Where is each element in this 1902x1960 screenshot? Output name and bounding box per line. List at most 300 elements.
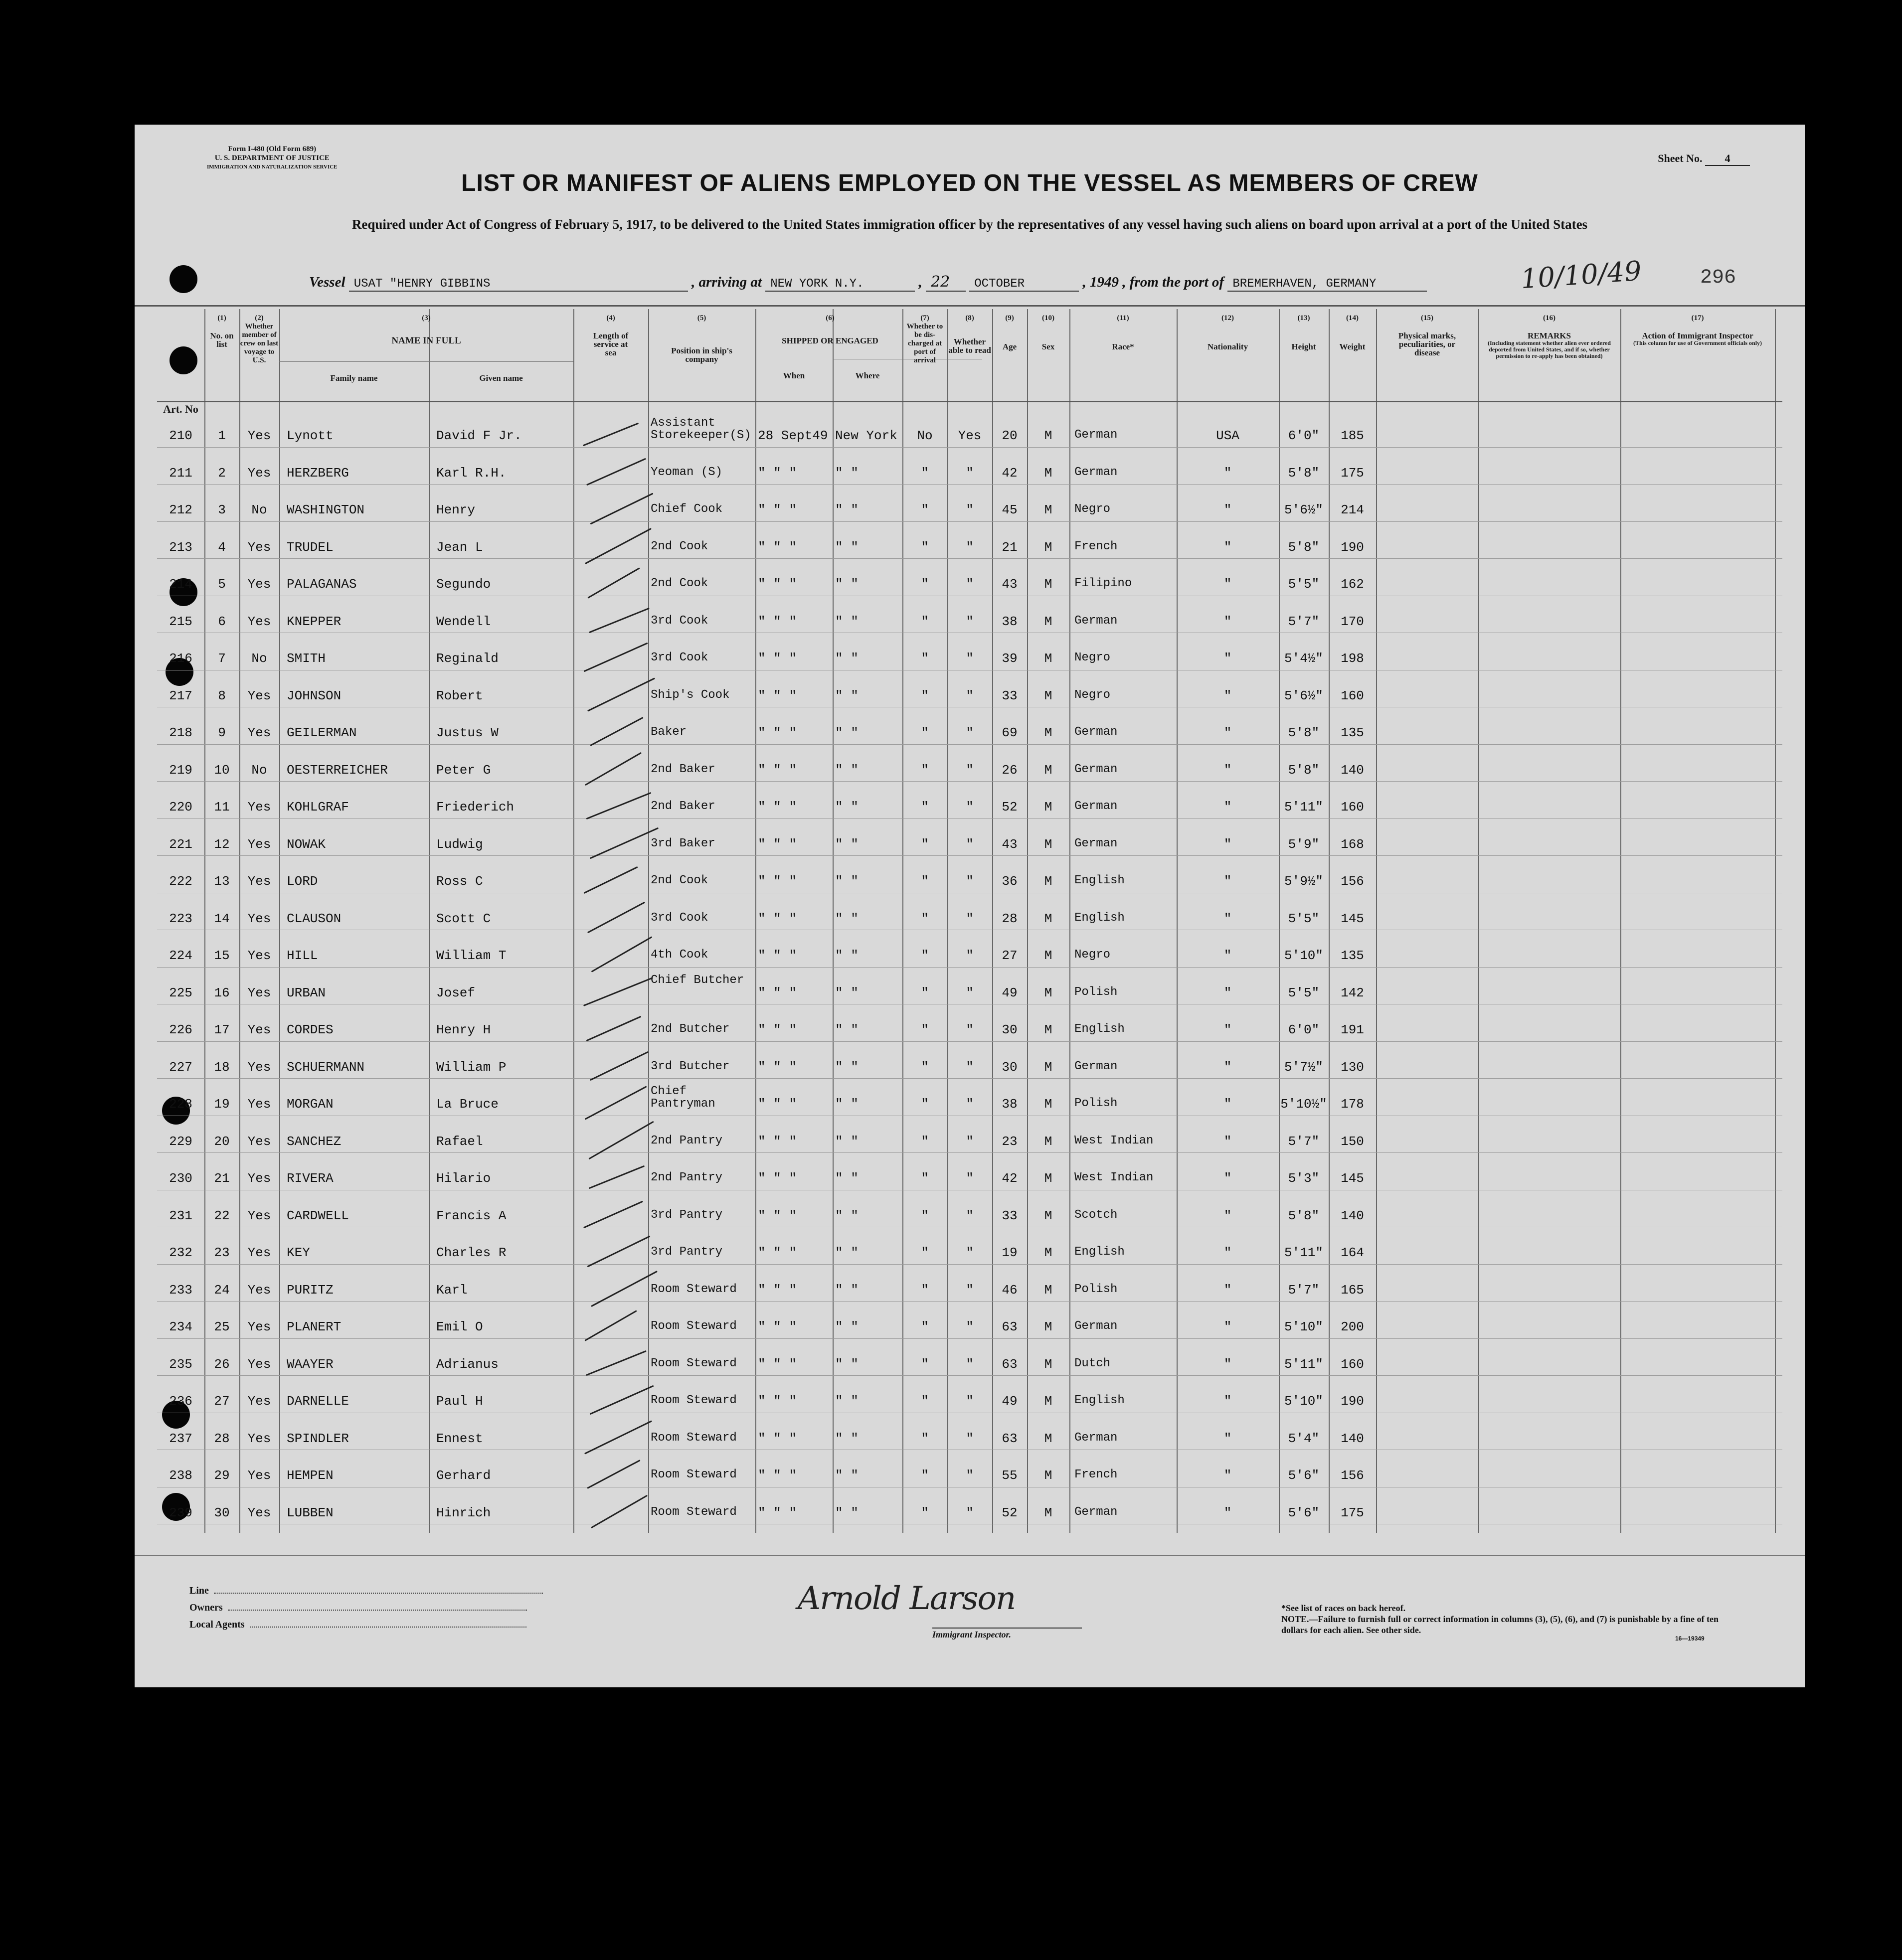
cell-race: West Indian <box>1074 1134 1154 1147</box>
cell-no: 30 <box>214 1505 230 1520</box>
cell-given: Scott C <box>436 911 491 926</box>
cell-no: 15 <box>214 948 230 963</box>
cell-no: 9 <box>218 725 226 740</box>
cell-given: Wendell <box>436 614 491 629</box>
col-5-header: (5) Position in ship's company <box>671 314 732 364</box>
cell-read: " <box>966 1245 974 1260</box>
cell-art: 239 <box>169 1505 192 1520</box>
arriving-label: , arriving at <box>692 274 762 290</box>
service-tick-mark <box>587 1235 650 1267</box>
col-15-header: (15) Physical marks, peculiarities, or disease <box>1398 314 1456 357</box>
cell-art: 235 <box>169 1356 192 1372</box>
cell-read: " <box>966 762 974 778</box>
cell-family: KOHLGRAF <box>287 800 349 815</box>
cell-sex: M <box>1044 1022 1052 1037</box>
cell-no: 24 <box>214 1282 230 1298</box>
cell-no: 2 <box>218 465 226 481</box>
cell-no: 7 <box>218 651 226 666</box>
cell-height: 5'7½" <box>1284 1059 1323 1075</box>
service-tick-mark <box>583 423 639 447</box>
cell-height: 5'9½" <box>1284 874 1323 889</box>
col-11-header: (11) Race* <box>1112 314 1134 351</box>
cell-race: Scotch <box>1074 1208 1118 1222</box>
cell-sex: M <box>1044 651 1052 666</box>
row-divider <box>157 1152 1782 1153</box>
cell-weight: 160 <box>1341 688 1364 703</box>
cell-race: German <box>1074 465 1118 479</box>
cell-age: 63 <box>1002 1356 1018 1372</box>
cell-age: 30 <box>1002 1022 1018 1037</box>
cell-last: Yes <box>247 1468 271 1483</box>
cell-art: 238 <box>169 1468 192 1483</box>
row-divider <box>157 484 1782 485</box>
cell-where: " " <box>835 800 859 815</box>
cell-age: 33 <box>1002 1208 1018 1223</box>
cell-sex: M <box>1044 1245 1052 1260</box>
cell-family: GEILERMAN <box>287 725 357 740</box>
cell-position: 2nd Pantry <box>651 1171 723 1184</box>
cell-no: 23 <box>214 1245 230 1260</box>
cell-age: 69 <box>1002 725 1018 740</box>
footer-notes <box>1281 1603 1730 1635</box>
cell-family: SMITH <box>287 651 326 666</box>
cell-weight: 190 <box>1341 539 1364 555</box>
cell-race: German <box>1074 725 1118 739</box>
cell-discharged: " <box>921 539 929 555</box>
cell-when: " " " <box>758 836 797 852</box>
cell-discharged: " <box>921 1208 929 1223</box>
races-note: *See list of races on back hereof. <box>1281 1603 1406 1613</box>
cell-race: German <box>1074 1505 1118 1519</box>
cell-age: 28 <box>1002 911 1018 926</box>
cell-position: 2nd Baker <box>651 762 715 776</box>
cell-given: Emil O <box>436 1319 483 1334</box>
cell-height: 6'0" <box>1288 1022 1320 1037</box>
col-1-header: (1) No. on list <box>210 314 234 349</box>
cell-when: " " " <box>758 1134 797 1149</box>
service-tick-mark <box>591 1494 648 1528</box>
cell-age: 19 <box>1002 1245 1018 1260</box>
cell-sex: M <box>1044 539 1052 555</box>
cell-nationality: " <box>1223 502 1232 517</box>
cell-race: French <box>1074 1468 1118 1481</box>
cell-given: La Bruce <box>436 1097 499 1112</box>
cell-weight: 200 <box>1341 1319 1364 1334</box>
cell-family: PLANERT <box>287 1319 342 1334</box>
cell-family: TRUDEL <box>287 539 334 555</box>
cell-art: 214 <box>169 577 192 592</box>
cell-read: " <box>966 502 974 517</box>
cell-last: Yes <box>247 725 271 740</box>
cell-nationality: USA <box>1216 428 1239 443</box>
cell-sex: M <box>1044 1282 1052 1298</box>
cell-position: Baker <box>651 725 687 739</box>
cell-age: 27 <box>1002 948 1018 963</box>
cell-position: Room Steward <box>651 1394 737 1407</box>
cell-no: 5 <box>218 577 226 592</box>
service-tick-mark <box>589 1385 654 1415</box>
cell-last: Yes <box>247 614 271 629</box>
cell-last: Yes <box>247 1319 271 1334</box>
row-divider <box>157 1264 1782 1265</box>
cell-height: 5'10½" <box>1280 1097 1327 1112</box>
cell-family: HEMPEN <box>287 1468 334 1483</box>
cell-weight: 130 <box>1341 1059 1364 1075</box>
cell-age: 63 <box>1002 1319 1018 1334</box>
cell-height: 5'7" <box>1288 1134 1320 1149</box>
cell-last: Yes <box>247 1134 271 1149</box>
row-divider <box>157 1041 1782 1042</box>
cell-last: Yes <box>247 1208 271 1223</box>
row-divider <box>157 855 1782 856</box>
cell-last: Yes <box>247 1059 271 1075</box>
cell-weight: 191 <box>1341 1022 1364 1037</box>
cell-art: 231 <box>169 1208 192 1223</box>
cell-age: 21 <box>1002 539 1018 555</box>
cell-no: 6 <box>218 614 226 629</box>
cell-weight: 214 <box>1341 502 1364 517</box>
cell-given: Reginald <box>436 651 499 666</box>
year-prefix: 19 <box>1090 274 1104 290</box>
service-tick-mark <box>589 1165 645 1189</box>
cell-given: Jean L <box>436 539 483 555</box>
row-divider <box>157 1375 1782 1376</box>
service-tick-mark <box>584 1310 637 1341</box>
form-code: 16—19349 <box>1675 1635 1705 1642</box>
cell-weight: 135 <box>1341 948 1364 963</box>
cell-when: " " " <box>758 874 797 889</box>
cell-where: " " <box>835 465 859 481</box>
cell-given: Karl R.H. <box>436 465 507 481</box>
cell-position: 2nd Baker <box>651 800 715 813</box>
cell-discharged: " <box>921 614 929 629</box>
cell-position: Room Steward <box>651 1282 737 1296</box>
cell-position: Room Steward <box>651 1431 737 1445</box>
cell-discharged: " <box>921 1431 929 1446</box>
cell-art: 237 <box>169 1431 192 1446</box>
cell-read: " <box>966 1059 974 1075</box>
cell-art: 233 <box>169 1282 192 1298</box>
cell-art: 234 <box>169 1319 192 1334</box>
cell-position: Yeoman (S) <box>651 465 723 479</box>
stamp-number: 296 <box>1700 267 1736 289</box>
cell-race: Dutch <box>1074 1356 1111 1370</box>
cell-nationality: " <box>1223 614 1232 629</box>
cell-where: " " <box>835 1319 859 1334</box>
cell-sex: M <box>1044 502 1052 517</box>
cell-nationality: " <box>1223 1059 1232 1075</box>
cell-age: 23 <box>1002 1134 1018 1149</box>
cell-where: " " <box>835 502 859 517</box>
cell-given: Paul H <box>436 1394 483 1409</box>
cell-sex: M <box>1044 614 1052 629</box>
cell-where: " " <box>835 1468 859 1483</box>
cell-discharged: " <box>921 1059 929 1075</box>
cell-where: " " <box>835 688 859 703</box>
cell-read: " <box>966 1208 974 1223</box>
cell-last: Yes <box>247 688 271 703</box>
cell-when: " " " <box>758 948 797 963</box>
cell-read: " <box>966 1394 974 1409</box>
cell-height: 5'8" <box>1288 465 1320 481</box>
cell-family: MORGAN <box>287 1097 334 1112</box>
cell-position: 3rd Baker <box>651 836 715 850</box>
cell-read: " <box>966 1356 974 1372</box>
cell-where: " " <box>835 762 859 778</box>
cell-where: " " <box>835 539 859 555</box>
cell-age: 52 <box>1002 1505 1018 1520</box>
cell-position: Room Steward <box>651 1356 737 1370</box>
cell-when: " " " <box>758 1431 797 1446</box>
cell-height: 5'5" <box>1288 911 1320 926</box>
cell-weight: 162 <box>1341 577 1364 592</box>
cell-last: No <box>251 762 267 778</box>
cell-discharged: " <box>921 800 929 815</box>
cell-family: KNEPPER <box>287 614 342 629</box>
owners-label: Owners <box>189 1602 223 1613</box>
fine-note: NOTE.—Failure to furnish full or correct information in columns (3), (5), (6), and (7) is punishable by a fine of ten dollars for each alien. See other side. <box>1281 1614 1719 1635</box>
cell-no: 4 <box>218 539 226 555</box>
cell-race: Polish <box>1074 985 1118 999</box>
cell-where: " " <box>835 948 859 963</box>
cell-race: English <box>1074 1022 1125 1036</box>
cell-position: Room Steward <box>651 1468 737 1481</box>
cell-last: Yes <box>247 874 271 889</box>
cell-sex: M <box>1044 1431 1052 1446</box>
cell-position: 3rd Cook <box>651 614 708 628</box>
cell-when: " " " <box>758 465 797 481</box>
cell-last: Yes <box>247 1394 271 1409</box>
cell-race: Negro <box>1074 502 1111 516</box>
cell-height: 5'6" <box>1288 1468 1320 1483</box>
cell-race: German <box>1074 1319 1118 1333</box>
cell-where: " " <box>835 911 859 926</box>
cell-last: Yes <box>247 948 271 963</box>
arrival-month: OCTOBER <box>969 277 1079 292</box>
cell-when: " " " <box>758 651 797 666</box>
cell-last: Yes <box>247 428 271 443</box>
cell-given: Friederich <box>436 800 515 815</box>
cell-sex: M <box>1044 725 1052 740</box>
col-4-header: (4) Length of service at sea <box>593 314 629 357</box>
cell-last: Yes <box>247 577 271 592</box>
service-tick-mark <box>587 901 645 933</box>
cell-read: " <box>966 1134 974 1149</box>
col-2-header: (2) Whether member of crew on last voyage to U.S. <box>240 314 279 364</box>
cell-no: 10 <box>214 762 230 778</box>
cell-age: 30 <box>1002 1059 1018 1075</box>
cell-position: 2nd Cook <box>651 577 708 590</box>
col-12-header: (12) Nationality <box>1207 314 1248 351</box>
cell-given: William T <box>436 948 507 963</box>
cell-where: " " <box>835 1097 859 1112</box>
cell-weight: 168 <box>1341 836 1364 852</box>
cell-given: Justus W <box>436 725 499 740</box>
cell-position: Chief Pantryman <box>651 1085 715 1111</box>
cell-where: " " <box>835 651 859 666</box>
handwritten-date: 10/10/49 <box>1520 255 1643 295</box>
cell-weight: 160 <box>1341 800 1364 815</box>
line-label: Line <box>189 1585 209 1596</box>
cell-weight: 156 <box>1341 1468 1364 1483</box>
cell-height: 5'5" <box>1288 577 1320 592</box>
cell-last: Yes <box>247 911 271 926</box>
col-13-header: (13) Height <box>1291 314 1316 351</box>
cell-no: 20 <box>214 1134 230 1149</box>
cell-sex: M <box>1044 1208 1052 1223</box>
sheet-number-label: Sheet No. <box>1658 152 1703 164</box>
cell-nationality: " <box>1223 725 1232 740</box>
cell-discharged: " <box>921 1097 929 1112</box>
cell-nationality: " <box>1223 1394 1232 1409</box>
cell-discharged: " <box>921 577 929 592</box>
vessel-label: Vessel <box>309 274 346 290</box>
cell-race: Negro <box>1074 688 1111 702</box>
cell-art: 210 <box>169 428 192 443</box>
col-7-header: (7) Whether to be dis-charged at port of arrival <box>906 314 943 364</box>
cell-art: 221 <box>169 836 192 852</box>
cell-position: 3rd Cook <box>651 651 708 664</box>
col-14-header: (14) Weight <box>1339 314 1366 351</box>
cell-weight: 165 <box>1341 1282 1364 1298</box>
cell-height: 5'5" <box>1288 985 1320 1000</box>
cell-when: " " " <box>758 1505 797 1520</box>
cell-nationality: " <box>1223 1208 1232 1223</box>
cell-when: " " " <box>758 1245 797 1260</box>
row-divider <box>157 1078 1782 1079</box>
cell-race: English <box>1074 1394 1125 1407</box>
page-subtitle: Required under Act of Congress of February 5, 1917, to be delivered to the United States immigration officer by the representatives of any vessel having such aliens on board upon arrival at a port of the United States <box>351 217 1588 232</box>
cell-weight: 175 <box>1341 465 1364 481</box>
cell-height: 5'9" <box>1288 836 1320 852</box>
cell-given: Henry H <box>436 1022 491 1037</box>
cell-position: 2nd Butcher <box>651 1022 730 1036</box>
cell-family: CORDES <box>287 1022 334 1037</box>
cell-where: " " <box>835 1394 859 1409</box>
cell-art: 232 <box>169 1245 192 1260</box>
cell-family: URBAN <box>287 985 326 1000</box>
cell-last: Yes <box>247 800 271 815</box>
cell-given: Adrianus <box>436 1356 499 1372</box>
cell-family: DARNELLE <box>287 1394 349 1409</box>
cell-nationality: " <box>1223 539 1232 555</box>
cell-art: 216 <box>169 651 192 666</box>
cell-art: 236 <box>169 1394 192 1409</box>
cell-weight: 198 <box>1341 651 1364 666</box>
cell-nationality: " <box>1223 577 1232 592</box>
cell-family: SCHUERMANN <box>287 1059 365 1075</box>
cell-family: KEY <box>287 1245 310 1260</box>
cell-where: " " <box>835 725 859 740</box>
cell-family: OESTERREICHER <box>287 762 388 778</box>
cell-given: Gerhard <box>436 1468 491 1483</box>
cell-position: Chief Cook <box>651 502 723 516</box>
cell-sex: M <box>1044 688 1052 703</box>
cell-no: 16 <box>214 985 230 1000</box>
punch-hole <box>170 265 197 293</box>
service-tick-mark <box>590 492 653 524</box>
cell-family: RIVERA <box>287 1171 334 1186</box>
cell-age: 63 <box>1002 1431 1018 1446</box>
cell-no: 26 <box>214 1356 230 1372</box>
col-17-header: (17) Action of Immigrant Inspector (This column for use of Government officials only) <box>1633 314 1762 346</box>
cell-discharged: " <box>921 1319 929 1334</box>
cell-no: 8 <box>218 688 226 703</box>
service-tick-mark <box>583 866 638 894</box>
service-tick-mark <box>590 717 643 746</box>
col-9-header: (9) Age <box>1002 314 1017 351</box>
cell-weight: 190 <box>1341 1394 1364 1409</box>
cell-age: 43 <box>1002 577 1018 592</box>
cell-height: 5'4" <box>1288 1431 1320 1446</box>
sheet-number-value: 4 <box>1705 152 1750 166</box>
cell-discharged: " <box>921 725 929 740</box>
cell-weight: 164 <box>1341 1245 1364 1260</box>
cell-when: " " " <box>758 800 797 815</box>
cell-read: " <box>966 1505 974 1520</box>
cell-no: 25 <box>214 1319 230 1334</box>
cell-age: 39 <box>1002 651 1018 666</box>
cell-race: German <box>1074 614 1118 628</box>
cell-position: Room Steward <box>651 1505 737 1519</box>
cell-age: 33 <box>1002 688 1018 703</box>
cell-weight: 145 <box>1341 911 1364 926</box>
cell-last: No <box>251 502 267 517</box>
cell-art: 227 <box>169 1059 192 1075</box>
cell-when: " " " <box>758 577 797 592</box>
cell-given: Rafael <box>436 1134 483 1149</box>
cell-when: " " " <box>758 614 797 629</box>
cell-given: Hilario <box>436 1171 491 1186</box>
cell-nationality: " <box>1223 651 1232 666</box>
cell-position: 3rd Butcher <box>651 1059 730 1073</box>
cell-given: William P <box>436 1059 507 1075</box>
when-header: When <box>783 371 805 380</box>
cell-race: German <box>1074 1059 1118 1073</box>
cell-family: WAAYER <box>287 1356 334 1372</box>
form-identifier <box>207 145 338 171</box>
cell-nationality: " <box>1223 1022 1232 1037</box>
cell-age: 26 <box>1002 762 1018 778</box>
cell-nationality: " <box>1223 985 1232 1000</box>
row-divider <box>157 558 1782 559</box>
cell-sex: M <box>1044 1468 1052 1483</box>
cell-weight: 145 <box>1341 1171 1364 1186</box>
service-tick-mark <box>587 1460 640 1489</box>
cell-read: " <box>966 911 974 926</box>
row-divider <box>157 447 1782 448</box>
departure-port: BREMERHAVEN, GERMANY <box>1227 277 1427 292</box>
cell-sex: M <box>1044 1319 1052 1334</box>
cell-sex: M <box>1044 428 1052 443</box>
cell-height: 5'8" <box>1288 1208 1320 1223</box>
cell-race: German <box>1074 836 1118 850</box>
cell-last: Yes <box>247 1022 271 1037</box>
service-line: IMMIGRATION AND NATURALIZATION SERVICE <box>207 164 338 170</box>
service-tick-mark <box>587 677 655 711</box>
col-8-header: (8) Whether able to read <box>948 314 991 355</box>
cell-when: " " " <box>758 1394 797 1409</box>
cell-sex: M <box>1044 1134 1052 1149</box>
cell-art: 230 <box>169 1171 192 1186</box>
cell-where: " " <box>835 985 859 1000</box>
cell-position: 4th Cook <box>651 948 708 962</box>
cell-read: " <box>966 725 974 740</box>
department-line: U. S. DEPARTMENT OF JUSTICE <box>214 154 330 162</box>
cell-last: Yes <box>247 836 271 852</box>
cell-nationality: " <box>1223 1505 1232 1520</box>
cell-no: 17 <box>214 1022 230 1037</box>
